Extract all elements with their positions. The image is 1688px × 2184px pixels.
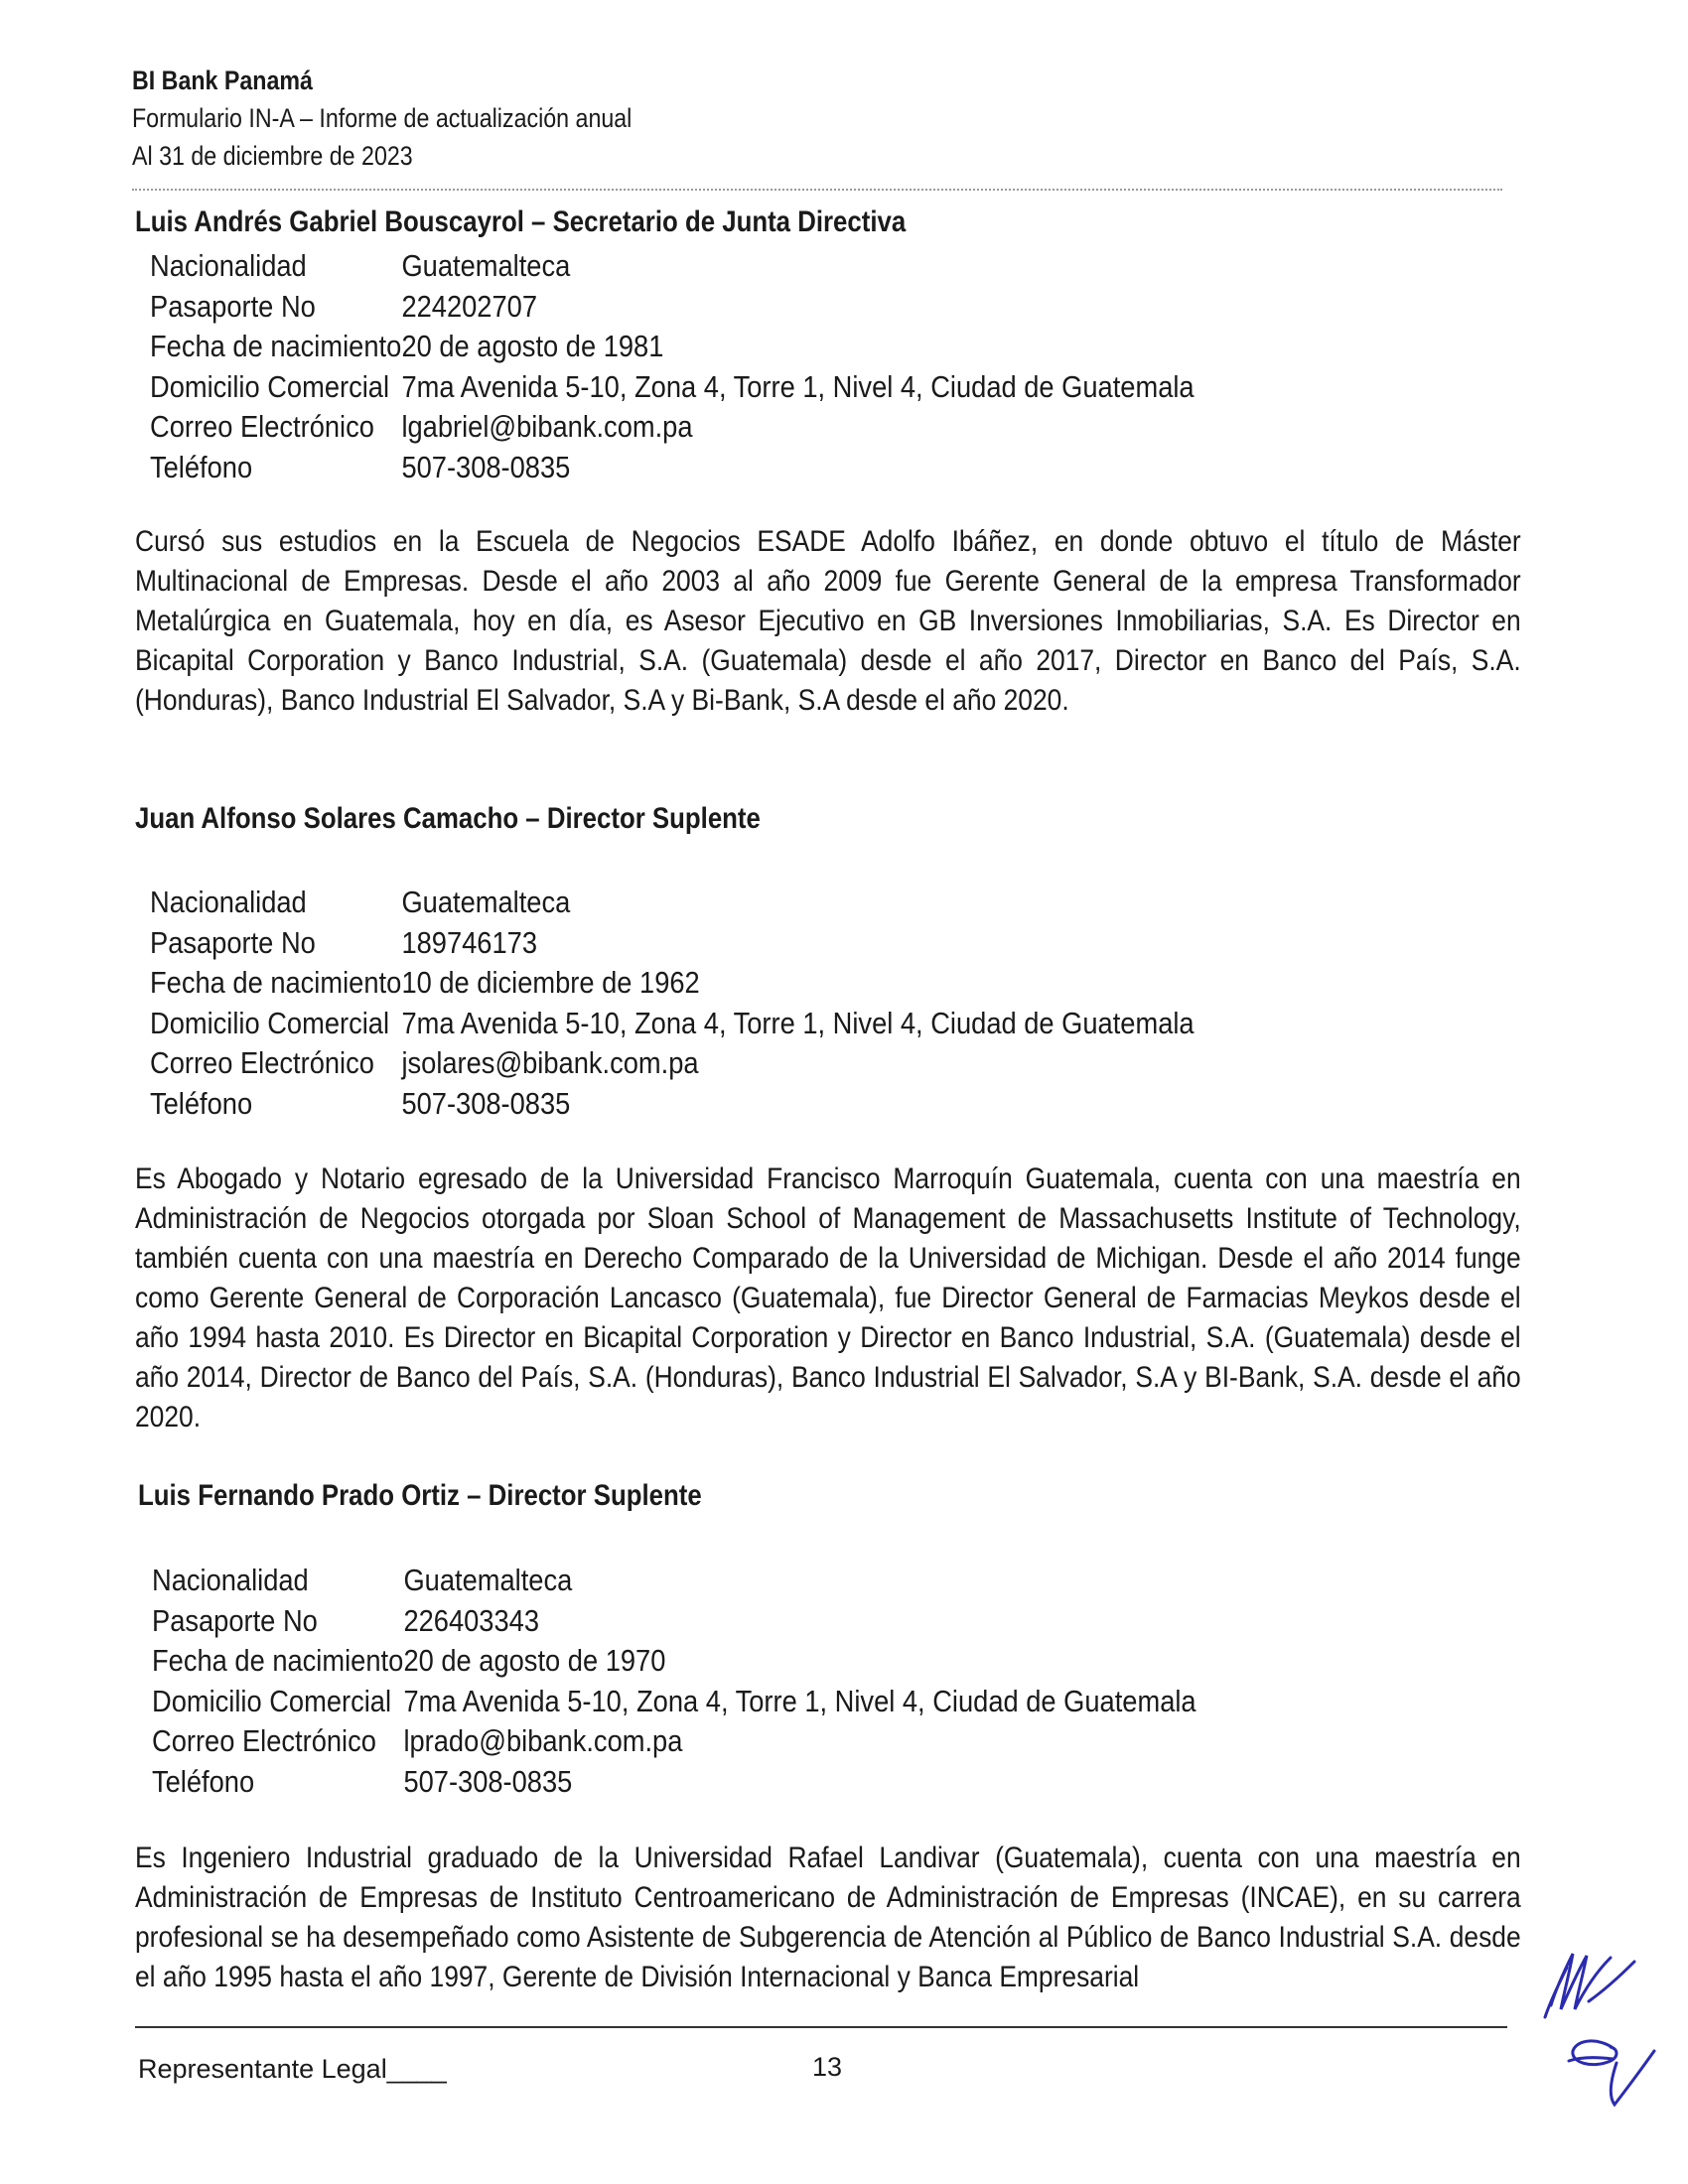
detail-row <box>150 327 1195 367</box>
detail-row <box>150 1084 1195 1125</box>
detail-label: Pasaporte No <box>150 924 316 960</box>
detail-value: 7ma Avenida 5-10, Zona 4, Torre 1, Nivel 4, Ciudad de Guatemala <box>403 1683 1196 1718</box>
detail-label: Correo Electrónico <box>150 409 374 444</box>
detail-value: 10 de diciembre de 1962 <box>401 965 700 1000</box>
detail-label: Domicilio Comercial <box>150 1005 390 1040</box>
detail-value: 20 de agosto de 1981 <box>401 329 664 363</box>
person-bio: Es Abogado y Notario egresado de la Universidad Francisco Marroquín Guatemala, cuenta con una maestría en Administración de Negocios otorgada por Sloan School of Management de Massachusetts Institute of Technology, también cuenta con una maestría en Derecho Comparado de la Universidad de Michigan. Desde el año 2014 funge como Gerente General de Corporación Lancasco (Guatemala), fue Director General de Farmacias Meykos desde el año 1994 hasta 2010. Es Director en Bicapital Corporation y Director en Banco Industrial, S.A. (Guatemala) desde el año 2014, Director de Banco del País, S.A. (Honduras), Banco Industrial El Salvador, S.A y BI-Bank, S.A. desde el año 2020. <box>135 1162 1521 1433</box>
detail-value: 7ma Avenida 5-10, Zona 4, Torre 1, Nivel 4, Ciudad de Guatemala <box>401 1005 1195 1040</box>
detail-row <box>152 1762 1196 1803</box>
page-number: 13 <box>812 2052 843 2082</box>
detail-label: Teléfono <box>150 1085 253 1121</box>
person-details <box>150 246 1195 487</box>
detail-row <box>152 1721 1196 1762</box>
footer-divider <box>135 2026 1507 2028</box>
detail-label: Correo Electrónico <box>150 1045 374 1080</box>
detail-label: Correo Electrónico <box>152 1723 376 1758</box>
detail-value: 507-308-0835 <box>401 1085 571 1121</box>
legal-representative-label: Representante Legal____ <box>138 2054 447 2084</box>
detail-label: Nacionalidad <box>150 885 307 919</box>
person-details <box>152 1561 1196 1802</box>
detail-label: Fecha de nacimiento <box>152 1643 404 1678</box>
detail-label: Fecha de nacimiento <box>150 965 402 1000</box>
detail-value: 224202707 <box>401 288 537 324</box>
detail-row <box>150 448 1195 488</box>
person-bio: Es Ingeniero Industrial graduado de la Universidad Rafael Landivar (Guatemala), cuenta con una maestría en Administración de Empresas de Instituto Centroamericano de Administración de Empresas (INCAE), en su carrera profesional se ha desempeñado como Asistente de Subgerencia de Atención al Público de Banco Industrial S.A. desde el año 1995 hasta el año 1997, Gerente de División Internacional y Banca Empresarial <box>135 1842 1521 1993</box>
detail-label: Nacionalidad <box>150 248 307 283</box>
detail-value: lprado@bibank.com.pa <box>403 1723 683 1758</box>
person-details <box>150 883 1195 1124</box>
person-heading: Luis Andrés Gabriel Bouscayrol – Secretario de Junta Directiva <box>135 205 907 238</box>
header-divider <box>132 189 1502 191</box>
detail-value: Guatemalteca <box>401 248 571 283</box>
detail-label: Pasaporte No <box>150 288 316 324</box>
detail-row <box>150 367 1195 408</box>
detail-row <box>152 1641 1196 1682</box>
detail-row <box>150 1043 1195 1084</box>
detail-row <box>150 923 1195 964</box>
detail-label: Teléfono <box>152 1763 255 1799</box>
detail-label: Domicilio Comercial <box>152 1683 392 1718</box>
detail-value: 189746173 <box>401 924 537 960</box>
detail-row <box>152 1601 1196 1642</box>
detail-row <box>150 246 1195 287</box>
detail-value: lgabriel@bibank.com.pa <box>401 409 693 444</box>
detail-value: 20 de agosto de 1970 <box>403 1643 666 1678</box>
person-heading: Juan Alfonso Solares Camacho – Director Suplente <box>135 802 761 835</box>
detail-row <box>152 1561 1196 1601</box>
detail-value: Guatemalteca <box>401 885 571 919</box>
detail-row <box>150 963 1195 1004</box>
report-date: Al 31 de diciembre de 2023 <box>132 141 413 171</box>
detail-label: Domicilio Comercial <box>150 368 390 404</box>
detail-row <box>152 1682 1196 1722</box>
detail-row <box>150 883 1195 923</box>
detail-label: Nacionalidad <box>152 1563 309 1597</box>
detail-label: Fecha de nacimiento <box>150 329 402 363</box>
detail-value: 226403343 <box>403 1602 539 1638</box>
form-title: Formulario IN-A – Informe de actualización anual <box>132 103 633 133</box>
detail-row <box>150 287 1195 328</box>
detail-label: Pasaporte No <box>152 1602 318 1638</box>
document-header <box>132 62 632 175</box>
detail-value: Guatemalteca <box>403 1563 573 1597</box>
detail-label: Teléfono <box>150 449 253 484</box>
handwritten-signature <box>1529 1906 1658 2119</box>
detail-value: 507-308-0835 <box>403 1763 573 1799</box>
detail-row <box>150 1004 1195 1044</box>
company-name: BI Bank Panamá <box>132 66 313 95</box>
detail-value: jsolares@bibank.com.pa <box>401 1045 699 1080</box>
detail-row <box>150 407 1195 448</box>
person-heading: Luis Fernando Prado Ortiz – Director Suplente <box>138 1479 702 1512</box>
person-bio: Cursó sus estudios en la Escuela de Negocios ESADE Adolfo Ibáñez, en donde obtuvo el título de Máster Multinacional de Empresas. Desde el año 2003 al año 2009 fue Gerente General de la empresa Transformador Metalúrgica en Guatemala, hoy en día, es Asesor Ejecutivo en GB Inversiones Inmobiliarias, S.A. Es Director en Bicapital Corporation y Banco Industrial, S.A. (Guatemala) desde el año 2017, Director en Banco del País, S.A. (Honduras), Banco Industrial El Salvador, S.A y Bi-Bank, S.A desde el año 2020. <box>135 525 1521 717</box>
detail-value: 507-308-0835 <box>401 449 571 484</box>
detail-value: 7ma Avenida 5-10, Zona 4, Torre 1, Nivel 4, Ciudad de Guatemala <box>401 368 1195 404</box>
